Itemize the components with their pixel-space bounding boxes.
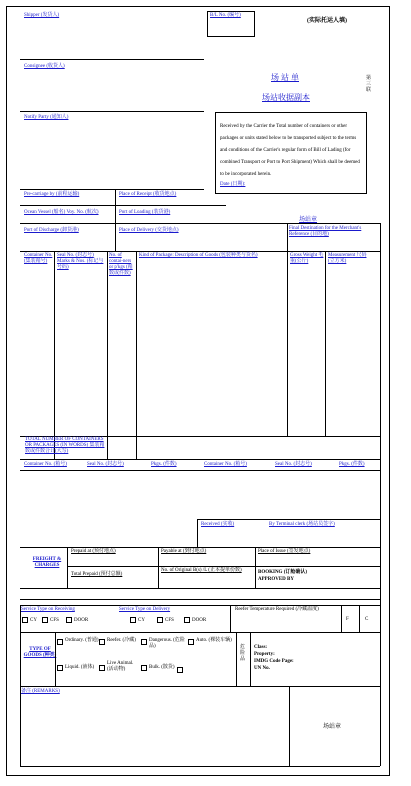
divider <box>20 223 380 224</box>
divider <box>20 189 204 190</box>
measurement-header: Measurement 尺码(立方米) <box>328 253 367 264</box>
divider <box>287 223 288 251</box>
title-cn: 场 站 单 <box>271 73 299 82</box>
divider <box>20 588 380 589</box>
delivery-cfs-label: CFS <box>165 618 174 623</box>
divider <box>158 547 159 588</box>
date-label: Date (日期): <box>220 182 246 187</box>
divider <box>115 223 116 251</box>
port-of-loading-label: Port of Loading (装货港) <box>119 210 171 215</box>
filled-by-note: (实际托运人填) <box>307 18 347 24</box>
divider <box>250 632 251 686</box>
gross-weight-header: Gross Weight 毛重(公斤) <box>290 253 324 264</box>
no-of-containers-header: No. of contai-ners or p'kgs (箱数或件数) <box>109 253 133 276</box>
consignee-label: Consignee (收货人) <box>24 64 65 69</box>
freight-charges-label: FREIGHT & CHARGES <box>32 557 62 568</box>
container-no-label-2: Container No. (箱号) <box>204 462 247 467</box>
shipper-label: Shipper (发货人) <box>24 13 60 18</box>
service-receiving-label: Service Type on Receiving <box>21 607 75 612</box>
divider <box>67 566 380 567</box>
dangerous-checkbox[interactable] <box>141 639 147 645</box>
received-text-line: packages or units stated below to be transported subject to the terms <box>220 136 357 141</box>
divider <box>20 599 380 600</box>
receiving-door-label: DOOR <box>74 618 89 623</box>
port-of-discharge-label: Port of Discharge (卸货港) <box>24 228 79 233</box>
divider <box>67 547 68 588</box>
approved-by-label: APPROVED BY <box>258 577 294 582</box>
divider <box>20 547 380 548</box>
divider <box>359 605 360 632</box>
liquid-checkbox[interactable] <box>57 665 63 671</box>
divider <box>115 189 116 223</box>
delivery-cfs-checkbox[interactable] <box>157 617 163 623</box>
place-of-receipt-label: Place of Receipt (收货地点) <box>119 192 177 197</box>
receiving-cfs-checkbox[interactable] <box>42 617 48 623</box>
divider <box>341 605 342 632</box>
station-stamp-label: 场站章 <box>299 217 318 223</box>
subtitle-cn: 场站收据副本 <box>262 93 310 102</box>
celsius-label: C <box>365 617 369 622</box>
delivery-door-checkbox[interactable] <box>184 617 190 623</box>
terminal-clerk-label: By Terminal clerk (场站员签字) <box>269 522 335 527</box>
live-animal-checkbox[interactable] <box>99 665 105 671</box>
delivery-cy-label: CY <box>138 618 145 623</box>
divider <box>230 605 231 632</box>
divider <box>20 111 204 112</box>
auto-label: Auto. (裸装车辆) <box>196 638 232 643</box>
receiving-cy-checkbox[interactable] <box>22 617 28 623</box>
received-text-line: to be incorporated herein. <box>220 172 272 177</box>
property-label: Property: <box>254 652 275 657</box>
pre-carriage-label: Pre-carriage by (前程运输) <box>24 192 80 197</box>
received-text-line: Received by the Carrier the Total number of containers or other <box>220 124 348 129</box>
pkgs-label-2: Pkgs. (件数) <box>339 462 365 467</box>
divider <box>20 205 226 206</box>
remarks-label: 备注 (REMARKS) <box>21 689 60 694</box>
divider <box>20 632 380 633</box>
seal-no-label-2: Seal No. (封志号) <box>275 462 312 467</box>
class-label: Class: <box>254 645 268 650</box>
remarks-stamp-label: 场站章 <box>323 724 342 730</box>
divider <box>20 470 380 471</box>
receiving-cfs-label: CFS <box>50 618 59 623</box>
bl-no-label: B/L No. (编号) <box>210 13 241 18</box>
divider <box>20 766 380 767</box>
divider <box>289 686 290 766</box>
notify-party-label: Notify Party (通知人) <box>24 115 69 120</box>
liquid-label: Liquid. (液体) <box>65 665 95 670</box>
dangerous-goods-side-label: 危险品 <box>240 645 246 662</box>
total-number-label: TOTAL NUMBER OF CONTAINERS OR PACKAGES (IN WORDS) 集装箱数或件数合计(大写) <box>25 437 105 454</box>
divider <box>20 605 380 606</box>
final-destination-label: Final Destination for the Merchant's Reference (目的地) <box>289 226 362 237</box>
reefer-temp-label: Reefer Temperature Required (冷藏温度) <box>235 607 319 612</box>
divider <box>287 251 288 436</box>
fahrenheit-label: F <box>346 617 349 622</box>
prepaid-at-label: Prepaid at (预付地点) <box>71 549 116 554</box>
other-checkbox[interactable] <box>177 667 183 673</box>
payable-at-label: Payable at (到付地点) <box>161 549 207 554</box>
receiving-cy-label: CY <box>30 618 37 623</box>
pkgs-label: Pkgs. (件数) <box>151 462 177 467</box>
un-no-label: UN No. <box>254 666 270 671</box>
service-delivery-label: Service Type on Delivery <box>119 607 171 612</box>
divider <box>236 632 237 686</box>
booking-label: BOOKING (订舱确认) <box>258 570 308 575</box>
divider <box>54 251 55 459</box>
place-of-delivery-label: Place of Delivery (交货地点) <box>119 228 179 233</box>
received-text-line: and conditions of the Carrier's regular form of Bill of Lading (for <box>220 148 351 153</box>
divider <box>20 605 21 766</box>
live-animal-label: Live Animal. (活动物) <box>107 661 134 672</box>
divider <box>255 547 256 588</box>
receiving-door-checkbox[interactable] <box>66 617 72 623</box>
divider <box>107 251 108 459</box>
dangerous-label: Dangerous. (危险品) <box>149 638 185 649</box>
type-of-goods-label: TYPE OF GOODS (种类) <box>23 647 57 658</box>
ordinary-label: Ordinary. (普通) <box>65 638 99 643</box>
ordinary-checkbox[interactable] <box>57 639 63 645</box>
bulk-checkbox[interactable] <box>141 665 147 671</box>
reefer-label: Reefer. (冷藏) <box>107 638 136 643</box>
divider <box>20 59 204 60</box>
delivery-door-label: DOOR <box>192 618 207 623</box>
seal-marks-header: Seal No. (封志号) Marks & Nos. (标记与号码) <box>57 253 104 270</box>
dock-receipt-form <box>6 6 390 776</box>
divider <box>380 223 381 766</box>
place-of-issue-label: Place of Issue (签发地点) <box>258 549 311 554</box>
divider <box>136 251 137 459</box>
divider <box>20 459 380 460</box>
auto-checkbox[interactable] <box>188 639 194 645</box>
kind-of-package-header: Kind of Package: Description of Goods (包装种类与货名) <box>139 253 258 258</box>
ocean-vessel-label: Ocean Vessel (船名) Voy. No. (航次) <box>24 210 99 215</box>
reefer-checkbox[interactable] <box>99 639 105 645</box>
imdg-label: IMDG Code Page: <box>254 659 294 664</box>
received-text-line: combined Transport or Port to Port Shipment) Which shall be deemed <box>220 160 360 165</box>
divider <box>20 686 380 687</box>
received-label: Received (实收) <box>201 522 235 527</box>
no-of-original-bl-label: No. of Original B(s) /L (正本提单份数) <box>161 568 242 573</box>
divider <box>55 632 56 686</box>
divider <box>325 251 326 436</box>
divider <box>20 251 380 252</box>
container-no-header: Container No. (集装箱号) <box>24 253 53 264</box>
seal-no-label: Seal No. (封志号) <box>87 462 124 467</box>
divider <box>197 519 198 547</box>
delivery-cy-checkbox[interactable] <box>130 617 136 623</box>
bulk-label: Bulk. (散货) <box>149 665 175 670</box>
copy-number-cn: 第 三 联 <box>366 76 372 93</box>
divider <box>197 519 380 520</box>
container-no-label: Container No. (箱号) <box>24 462 67 467</box>
total-prepaid-label: Total Prepaid (预付总额) <box>71 572 123 577</box>
